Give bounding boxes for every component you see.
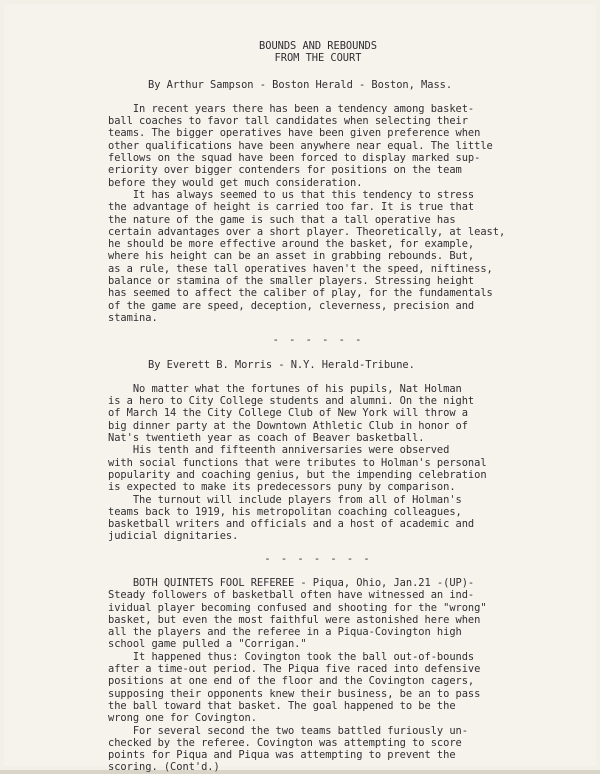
text-line: fellows on the squad have been forced to display marked sup-	[108, 152, 481, 165]
text-line: No matter what the fortunes of his pupils, Nat Holman	[108, 382, 462, 395]
text-line: ball coaches to favor tall candidates when selecting their	[108, 115, 468, 128]
paragraph	[108, 383, 528, 444]
text-line: The turnout will include players from all of Holman's	[108, 493, 462, 506]
text-line: His tenth and fifteenth anniversaries were observed	[108, 444, 450, 457]
paragraph	[108, 103, 528, 189]
paragraph	[108, 494, 528, 543]
paragraph	[108, 189, 528, 324]
text-line: before they would get much consideration.	[108, 176, 363, 189]
text-line: is a hero to City College students and alumni. On the night	[108, 395, 475, 408]
text-line: stamina.	[108, 311, 158, 324]
text-line: eriority over bigger contenders for positions on the team	[108, 164, 462, 177]
text-line: he should be more effective around the basket, for example,	[108, 238, 475, 251]
text-line: It happened thus: Covington took the ball out-of-bounds	[108, 650, 475, 663]
text-line: In recent years there has been a tendency among basket-	[108, 102, 475, 115]
text-line: basket, but even the most faithful were astonished here when	[108, 613, 481, 626]
text-line: after a time-out period. The Piqua five raced into defensive	[108, 663, 481, 676]
text-line: has seemed to affect the caliber of play, for the fundamentals	[108, 287, 493, 300]
text-line: For several second the two teams battled furiously un-	[108, 724, 468, 737]
text-line: Steady followers of basketball often have witnessed an ind-	[108, 589, 475, 602]
text-line: with social functions that were tributes to Holman's personal	[108, 456, 487, 469]
typed-article	[108, 40, 528, 774]
text-line: positions at one end of the floor and the Covington cagers,	[108, 675, 475, 688]
text-line: the nature of the game is such that a tall operative has	[108, 213, 456, 226]
text-line: BOTH QUINTETS FOOL REFEREE - Piqua, Ohio, Jan.21 -(UP)-	[108, 576, 475, 589]
text-line: popularity and coaching genius, but the impending celebration	[108, 468, 487, 481]
text-line: the ball toward that basket. The goal happened to be the	[108, 699, 456, 712]
paragraph	[108, 444, 528, 493]
paragraph	[108, 725, 528, 774]
text-line: Nat's twentieth year as coach of Beaver basketball.	[108, 432, 425, 445]
text-line: certain advantages over a short player. Theoretically, at least,	[108, 225, 506, 238]
text-line: ividual player becoming confused and shooting for the "wrong"	[108, 601, 487, 614]
text-line: basketball writers and officials and a host of academic and	[108, 518, 475, 531]
text-line: of March 14 the City College Club of New York will throw a	[108, 407, 468, 420]
text-line: all the players and the referee in a Piqua-Covington high	[108, 626, 462, 639]
text-line: balance or stamina of the smaller players. Stressing height	[108, 275, 475, 288]
text-line: scoring. (Cont'd.)	[108, 761, 220, 774]
text-line: judicial dignitaries.	[108, 530, 239, 543]
paragraph	[108, 577, 528, 651]
text-line: supposing their opponents knew their business, be an to pass	[108, 687, 481, 700]
section-separator: - - - - - - -	[264, 552, 372, 565]
text-line: is expected to make its predecessors puny by comparison.	[108, 481, 456, 494]
text-line: points for Piqua and Piqua was attempting to prevent the	[108, 749, 456, 762]
text-line: of the game are speed, deception, cleverness, precision and	[108, 299, 475, 312]
text-line: checked by the referee. Covington was attempting to score	[108, 736, 462, 749]
title-line-2: FROM THE COURT	[274, 52, 362, 65]
text-line: as a rule, these tall operatives haven't the speed, niftiness,	[108, 262, 493, 275]
text-line: teams back to 1919, his metropolitan coaching colleagues,	[108, 505, 462, 518]
text-line: wrong one for Covington.	[108, 712, 257, 725]
text-line: big dinner party at the Downtown Athletic Club in honor of	[108, 419, 468, 432]
text-line: the advantage of height is carried too far. It is true that	[108, 201, 475, 214]
text-line: where his height can be an asset in grabbing rebounds. But,	[108, 250, 475, 263]
section-separator: - - - - - -	[272, 334, 364, 347]
text-line: It has always seemed to us that this tendency to stress	[108, 188, 475, 201]
byline-sampson: By Arthur Sampson - Boston Herald - Boston, Mass.	[148, 78, 453, 91]
title-line-1: BOUNDS AND REBOUNDS	[259, 40, 377, 52]
text-line: other qualifications have been anywhere near equal. The little	[108, 139, 493, 152]
byline-morris: By Everett B. Morris - N.Y. Herald-Tribune.	[148, 358, 415, 371]
text-line: school game pulled a "Corrigan."	[108, 638, 307, 651]
paragraph	[108, 651, 528, 725]
text-line: teams. The bigger operatives have been given preference when	[108, 127, 481, 140]
